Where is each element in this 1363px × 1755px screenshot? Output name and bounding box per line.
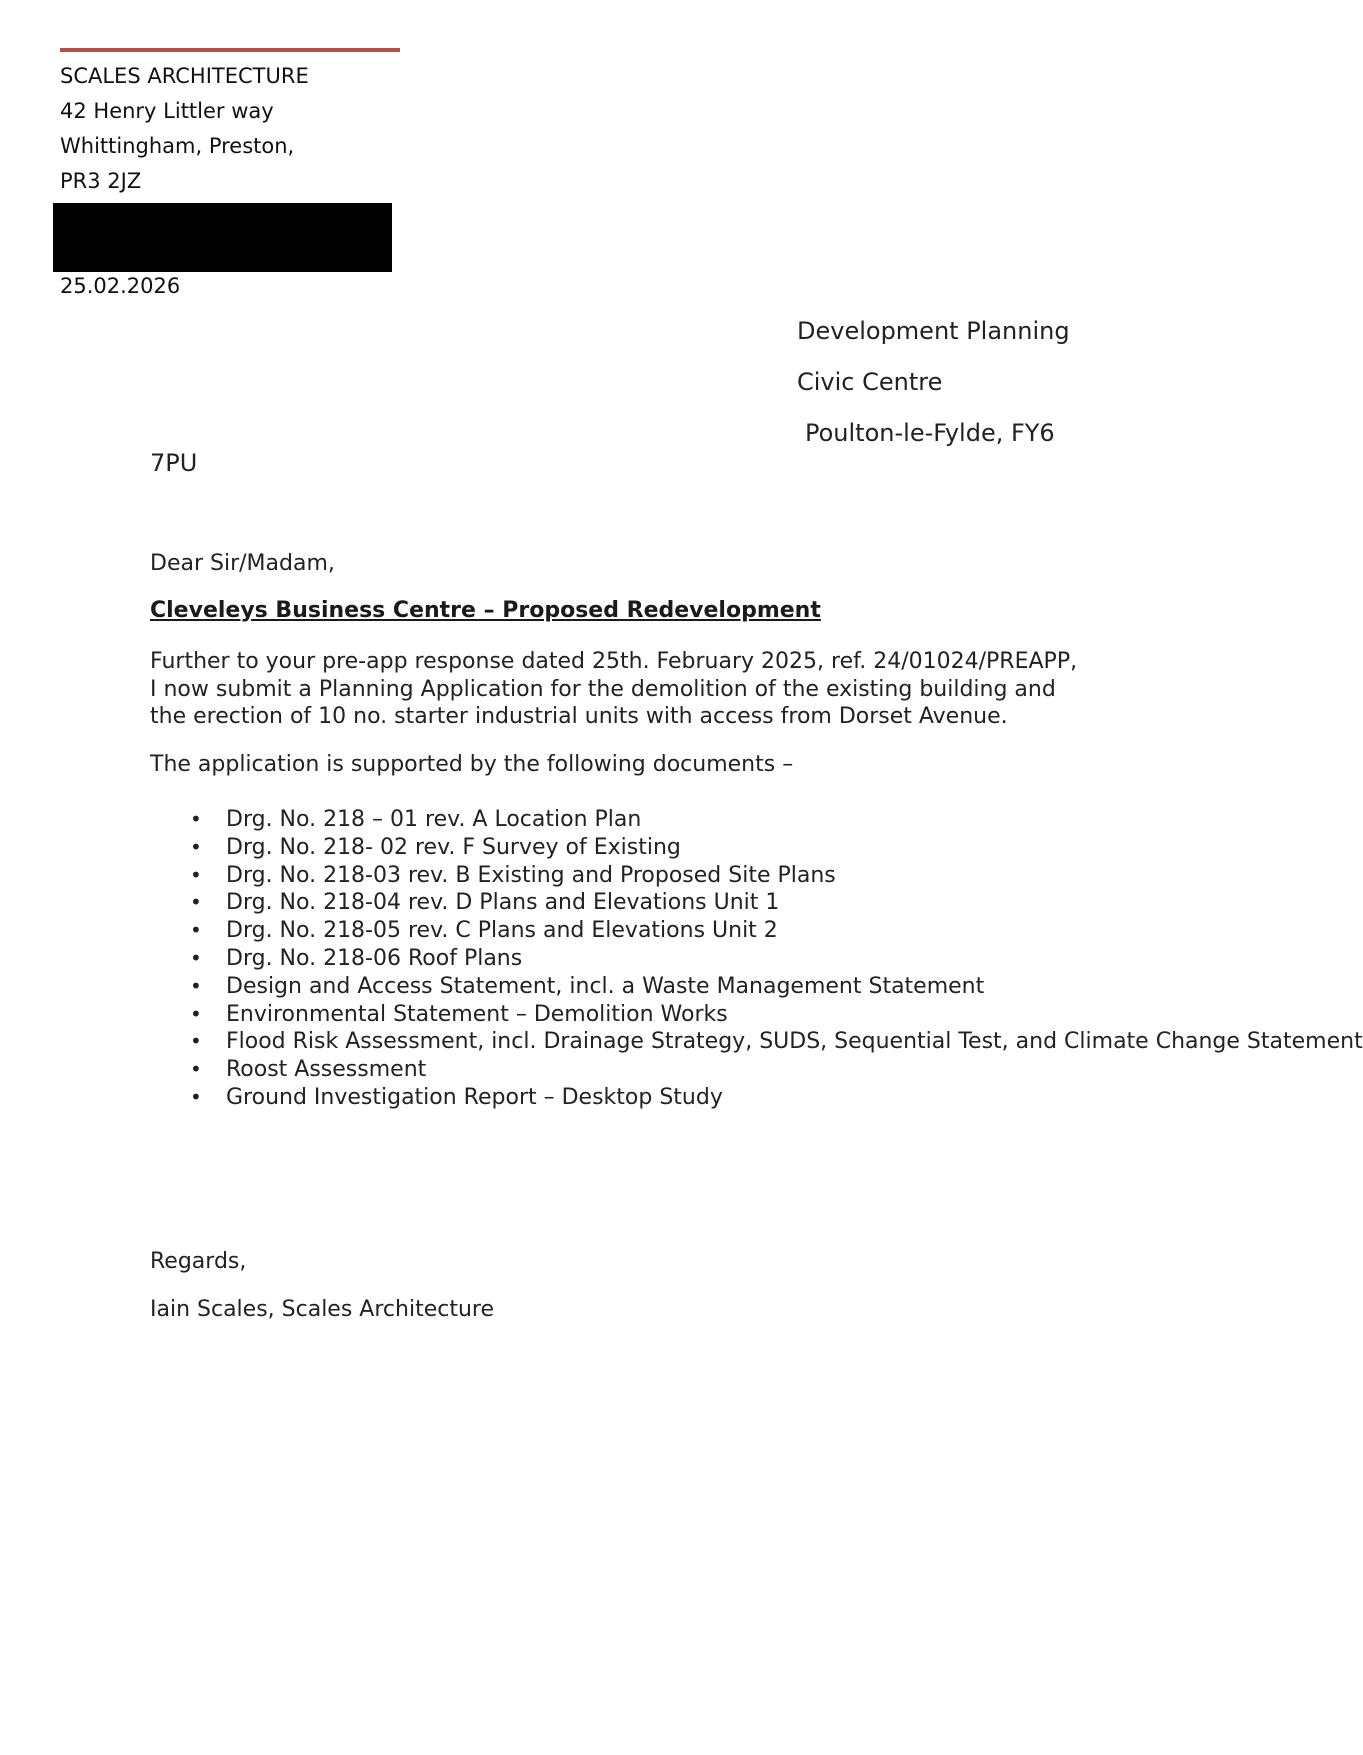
list-item-text: Ground Investigation Report – Desktop Study	[226, 1084, 723, 1110]
bullet-icon: •	[190, 862, 202, 887]
sender-company: SCALES ARCHITECTURE	[60, 64, 309, 88]
list-item	[150, 834, 1090, 862]
sender-address-line1: 42 Henry Littler way	[60, 99, 274, 123]
bullet-icon: •	[190, 890, 202, 915]
list-item	[150, 945, 1090, 973]
list-item	[150, 806, 1090, 834]
letter-date: 25.02.2026	[60, 274, 181, 298]
list-item	[150, 889, 1090, 917]
salutation: Dear Sir/Madam,	[150, 551, 335, 576]
documents-intro: The application is supported by the following documents –	[150, 752, 794, 777]
bullet-icon: •	[190, 945, 202, 970]
list-item	[150, 1084, 1090, 1112]
list-item	[150, 973, 1090, 1001]
bullet-icon: •	[190, 807, 202, 831]
sender-postcode: PR3 2JZ	[60, 169, 142, 193]
recipient-line4: 7PU	[150, 449, 198, 477]
list-item-text: Roost Assessment	[226, 1057, 427, 1083]
bullet-icon: •	[190, 834, 202, 859]
list-item	[150, 917, 1090, 945]
subject-heading: Cleveleys Business Centre – Proposed Redevelopment	[150, 598, 821, 623]
header-rule	[60, 48, 400, 52]
list-item-text: Drg. No. 218-04 rev. D Plans and Elevations Unit 1	[226, 890, 780, 916]
list-item-text: Drg. No. 218 – 01 rev. A Location Plan	[226, 807, 642, 832]
closing: Regards,	[150, 1249, 247, 1274]
list-item	[150, 1001, 1090, 1029]
signature: Iain Scales, Scales Architecture	[150, 1297, 494, 1322]
bullet-icon: •	[190, 1001, 202, 1026]
list-item-text: Drg. No. 218-06 Roof Plans	[226, 945, 523, 971]
list-item-text: Drg. No. 218- 02 rev. F Survey of Existing	[226, 834, 681, 860]
bullet-icon: •	[190, 1029, 202, 1054]
bullet-icon: •	[190, 918, 202, 943]
list-item-text: Design and Access Statement, incl. a Waste Management Statement	[226, 973, 985, 999]
bullet-icon: •	[190, 1057, 202, 1082]
list-item-text: Drg. No. 218-05 rev. C Plans and Elevations Unit 2	[226, 918, 778, 944]
bullet-icon: •	[190, 973, 202, 998]
list-item	[150, 1028, 1363, 1056]
documents-list	[150, 806, 1363, 1112]
redaction-block	[53, 203, 392, 272]
list-item	[150, 1056, 1090, 1084]
recipient-line1: Development Planning	[797, 317, 1070, 345]
sender-address-line2: Whittingham, Preston,	[60, 134, 295, 158]
bullet-icon: •	[190, 1084, 202, 1109]
list-item	[150, 862, 1090, 890]
recipient-line3: Poulton-le-Fylde, FY6	[805, 419, 1055, 447]
list-item-text: Environmental Statement – Demolition Works	[226, 1001, 728, 1027]
recipient-line2: Civic Centre	[797, 368, 943, 396]
list-item-text: Flood Risk Assessment, incl. Drainage Strategy, SUDS, Sequential Test, and Climate Change Statement	[226, 1029, 1363, 1055]
intro-paragraph: Further to your pre-app response dated 25th. February 2025, ref. 24/01024/PREAPP, I now submit a Planning Application for the demolition of the existing building and the erection of 10 no. starter industrial units with access from Dorset Avenue.	[150, 649, 1078, 729]
list-item-text: Drg. No. 218-03 rev. B Existing and Proposed Site Plans	[226, 862, 836, 888]
